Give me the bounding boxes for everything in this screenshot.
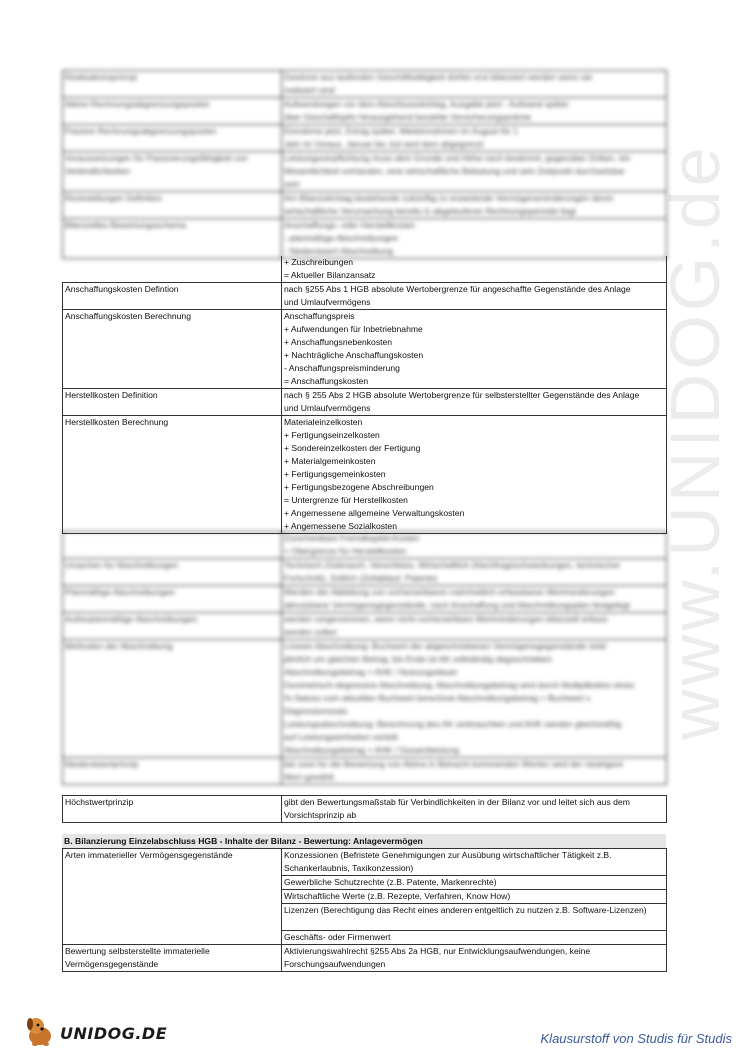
row-label: [63, 758, 282, 785]
content-line: Fortschritt), Zeitlich (Zeitablauf, Patente): [284, 573, 438, 583]
label-line: Passive Rechnungsabgrenzungsposten: [65, 126, 217, 136]
row-content: [282, 559, 667, 586]
item-cell: [282, 931, 667, 945]
content-line: + Angemessene Sozialkosten: [284, 521, 397, 531]
content-line: Wesentlichkeit vorhanden, eine wirtschaftliche Belastung und sein Zeitpunkt durchsetzbar: [284, 166, 625, 176]
label-line: Anschaffungskosten Berechnung: [65, 311, 191, 321]
row-label: [63, 283, 282, 310]
table-row: [63, 796, 667, 823]
content-line: Lizenzen (Berechtigung das Recht eines anderen entgeltlich zu nutzen z.B. Software-Lizenzen): [284, 905, 647, 915]
table-row: [63, 945, 667, 972]
content-line: werden vorgenommen, wenn nicht vorhersehbare Wertminderungen bilanziell erfasst: [284, 614, 608, 624]
group-label: Arten immaterieller Vermögensgegenstände: [63, 849, 282, 945]
row-content: [282, 758, 667, 785]
content-line: Wirtschaftliche Werte (z.B. Rezepte, Verfahren, Know How): [284, 891, 511, 901]
item-cell: [282, 890, 667, 904]
content-line: wirtschaftliche Verursachung bereits in abgelaufener Rechnungsperiode liegt: [284, 206, 576, 216]
label-line: Realisationsprinzip: [65, 72, 138, 82]
content-line: werden sollen: [284, 627, 338, 637]
table-row: [63, 613, 667, 640]
content-line: Geschäfts- oder Firmenwert: [284, 932, 391, 942]
table-row: [63, 758, 667, 785]
content-line: Vermögensgegenstände: [65, 959, 159, 969]
label-line: Herstellkosten Berechnung: [65, 417, 169, 427]
row-label: [63, 586, 282, 613]
content-line: + Angemessene allgemeine Verwaltungskosten: [284, 508, 465, 518]
content-line: nach §255 Abs 1 HGB absolute Wertobergrenze für angeschaffte Gegenstände des Anlage: [284, 284, 631, 294]
label-line: Herstellkosten Definition: [65, 390, 158, 400]
content-line: - Niederstwert-Abschreibung: [284, 246, 393, 256]
content-line: über Geschäftsjahr hinausgehend bezahlte Versicherungsprämie: [284, 112, 531, 122]
footer-tagline: Klausurstoff von Studis für Studis: [540, 1031, 732, 1046]
row-content: [282, 416, 667, 534]
logo-text: UNIDOG.DE: [60, 1024, 168, 1043]
content-line: Jahr im Voraus, Januar bis Juli wird dem abgegrenzt: [284, 139, 484, 149]
content-line: Degressionssatz: [284, 706, 348, 716]
row-content: [282, 71, 667, 98]
content-line: + Sondereinzelkosten der Fertigung: [284, 443, 421, 453]
row-label: [63, 945, 282, 972]
content-line: + Anschaffungsnebenkosten: [284, 337, 393, 347]
content-line: + Materialgemeinkosten: [284, 456, 376, 466]
content-line: + Fertigungsbezogene Abschreibungen: [284, 482, 434, 492]
label-line: Voraussetzungen für Passivierungsfähigkeit von: [65, 153, 248, 163]
content-line: jährlich um gleichen Betrag, bis Ende ist AK vollständig abgeschrieben: [284, 654, 552, 664]
table-row: [63, 256, 667, 283]
content-line: Technisch (Gebrauch, Verschleiss, Wirtschaftlich (Nachfrageschwankungen, technischer: [284, 560, 621, 570]
dog-icon: [22, 1014, 58, 1048]
label-line: Anschaffungskosten Defintion: [65, 284, 179, 294]
row-content: [282, 125, 667, 152]
table-row: [63, 532, 667, 559]
content-line: Materialeinzelkosten: [284, 417, 363, 427]
content-line: Forschungsaufwendungen: [284, 959, 386, 969]
content-line: %-Satzes vom aktuellen Buchwert berechnet Abschreibungsbetrag = Buchwert x: [284, 693, 591, 703]
content-line: - Anschaffungspreisminderung: [284, 363, 400, 373]
row-label: [63, 389, 282, 416]
item-cell: [282, 876, 667, 890]
row-content: [282, 532, 667, 559]
table-row: [63, 192, 667, 219]
row-label: [63, 559, 282, 586]
table-row: [63, 152, 667, 192]
content-line: und Umlaufvermögens: [284, 403, 371, 413]
content-line: Werden der Abbildung von vorhersehbaren mehrheitlich erfassbaren Wertminderungen: [284, 587, 615, 597]
row-label: Höchstwertprinzip: [63, 796, 282, 823]
content-line: = Obergrenze für Herstellkosten: [284, 546, 407, 556]
table-row: [63, 219, 667, 259]
label-line: Planmäßige Abschreibungen: [65, 587, 175, 597]
label-line: Niederstwertprinzip: [65, 759, 139, 769]
content-line: - planmäßige Abschreibungen: [284, 233, 399, 243]
blurred-table-top: [62, 70, 667, 259]
definitions-table: [62, 256, 667, 534]
row-content: [282, 98, 667, 125]
content-line: = Anschaffungskosten: [284, 376, 369, 386]
row-label: [63, 71, 282, 98]
content-line: realisiert sind: [284, 85, 335, 95]
content-line: + Fertigungseinzelkosten: [284, 430, 380, 440]
hoechstwert-table: [62, 795, 667, 823]
content-line: Abschreibungsbetrag = AHK / Gesamtleistung: [284, 745, 460, 755]
label-line: Außerplanmäßige Abschreibungen: [65, 614, 198, 624]
row-label: [63, 256, 282, 283]
row-label: [63, 192, 282, 219]
row-content: [282, 586, 667, 613]
label-line: Aktive Rechnungsabgrenzungsposten: [65, 99, 210, 109]
row-content: [282, 310, 667, 389]
label-line: Ursachen für Abschreibungen: [65, 560, 179, 570]
row-label: [63, 613, 282, 640]
row-label: [63, 152, 282, 192]
table-row: [63, 283, 667, 310]
row-label: [63, 219, 282, 259]
table-row: [63, 71, 667, 98]
content-line: Leistungsabschreibung: Berechnung des AK verbrauchten und AHK werden gleichmäßig: [284, 719, 622, 729]
row-content: [282, 945, 667, 972]
content-line: gibt den Bewertungsmaßstab für Verbindlichkeiten in der Bilanz vor und leitet sich aus dem: [284, 797, 630, 807]
content-line: nach § 255 Abs 2 HGB absolute Wertobergrenze für selbsterstellter Gegenstände des Anlage: [284, 390, 640, 400]
content-line: Lineare Abschreibung: Buchwert der abgeschriebenen Vermögensgegenstände sinkt: [284, 641, 607, 651]
row-content: [282, 219, 667, 259]
row-content: [282, 796, 667, 823]
content-line: bei zwei für die Bewertung von Aktiva in Betracht kommenden Werten wird der niedrigere: [284, 759, 623, 769]
content-line: Vorsichtsprinzip ab: [284, 810, 357, 820]
content-line: Anschaffungspreis: [284, 311, 355, 321]
row-content: [282, 152, 667, 192]
table-row: [63, 310, 667, 389]
row-content: [282, 256, 667, 283]
content-line: = Aktueller Bilanzansatz: [284, 270, 376, 280]
blurred-table-middle: [62, 531, 667, 785]
row-content: [282, 389, 667, 416]
row-content: [282, 613, 667, 640]
item-cell: [282, 849, 667, 876]
content-line: Anschaffungs- oder Herstellkosten: [284, 220, 416, 230]
content-line: sein: [284, 179, 300, 189]
content-line: abnutzbarer Vermögensgegenstände, nach Anschaffung und Abschreibungsplan festgelegt: [284, 600, 630, 610]
content-line: + Nachträgliche Anschaffungskosten: [284, 350, 424, 360]
row-content: [282, 192, 667, 219]
label-line: Verbindlichkeiten: [65, 166, 130, 176]
table-row: [63, 586, 667, 613]
content-line: auf Leistungseinheiten verteilt: [284, 732, 398, 742]
section-heading: B. Bilanzierung Einzelabschluss HGB - Inhalte der Bilanz - Bewertung: Anlagevermögen: [62, 834, 666, 848]
content-line: Gewinne aus laufenden Geschäftstätigkeit dürfen erst bilanziert werden wenn sie: [284, 72, 593, 82]
table-row: [63, 416, 667, 534]
row-label: [63, 416, 282, 534]
content-line: Bewertung selbsterstellte immaterielle: [65, 946, 210, 956]
content-line: Einnahme jetzt, Ertrag später, Mieteinnahmen im August für 1: [284, 126, 519, 136]
content-line: = Untergrenze für Herstellkosten: [284, 495, 408, 505]
unidog-logo[interactable]: [22, 1014, 168, 1050]
content-line: + Fertigungsgemeinkosten: [284, 469, 386, 479]
row-content: [282, 640, 667, 758]
label-line: Methoden der Abschreibung: [65, 641, 173, 651]
table-row: [63, 640, 667, 758]
content-line: Schankerlaubnis, Taxikonzession): [284, 863, 414, 873]
row-label: [63, 98, 282, 125]
content-line: Am Bilanzstichtag bestehende zukünftig zu erwartende Vermögensminderungen deren: [284, 193, 614, 203]
content-line: Gewerbliche Schutzrechte (z.B. Patente, Markenrechte): [284, 877, 497, 887]
table-row: [63, 98, 667, 125]
content-line: Wert gewählt: [284, 772, 334, 782]
row-content: [282, 283, 667, 310]
content-line: + Aufwendungen für Inbetriebnahme: [284, 324, 423, 334]
row-label: [63, 125, 282, 152]
section-b-table: [62, 848, 667, 972]
content-line: Abschreibungsbetrag = AHK / Nutzungsdauer: [284, 667, 458, 677]
content-line: Zurechenbare Fremdkapital-Kosten: [284, 533, 420, 543]
content-line: Aktivierungswahlrecht §255 Abs 2a HGB, nur Entwicklungsaufwendungen, keine: [284, 946, 591, 956]
content-line: Leistungsverpflichtung muss dem Grunde und Höhe nach bestimmt, gegenüber Dritten, ein: [284, 153, 631, 163]
watermark: www.UNIDOG.de: [656, 143, 734, 740]
item-cell: [282, 904, 667, 931]
row-label: [63, 532, 282, 559]
row-label: [63, 310, 282, 389]
label-line: Rückstellungen Definition: [65, 193, 162, 203]
table-row: [63, 849, 667, 876]
row-label: [63, 640, 282, 758]
content-line: Aufwendungen vor dem Abschlussstichtag, Ausgabe jetzt - Aufwand später: [284, 99, 569, 109]
label-line: Bilanzielles Bewertungsschema: [65, 220, 186, 230]
content-line: Geometrisch-degressive Abschreibung: Abschreibungsbetrag wird durch Multiplikation eines: [284, 680, 635, 690]
content-line: und Umlaufvermögens: [284, 297, 371, 307]
content-line: Konzessionen (Befristete Genehmigungen zur Ausübung wirtschaftlicher Tätigkeit z.B.: [284, 850, 612, 860]
table-row: [63, 559, 667, 586]
content-line: + Zuschreibungen: [284, 257, 354, 267]
table-row: [63, 125, 667, 152]
table-row: [63, 389, 667, 416]
